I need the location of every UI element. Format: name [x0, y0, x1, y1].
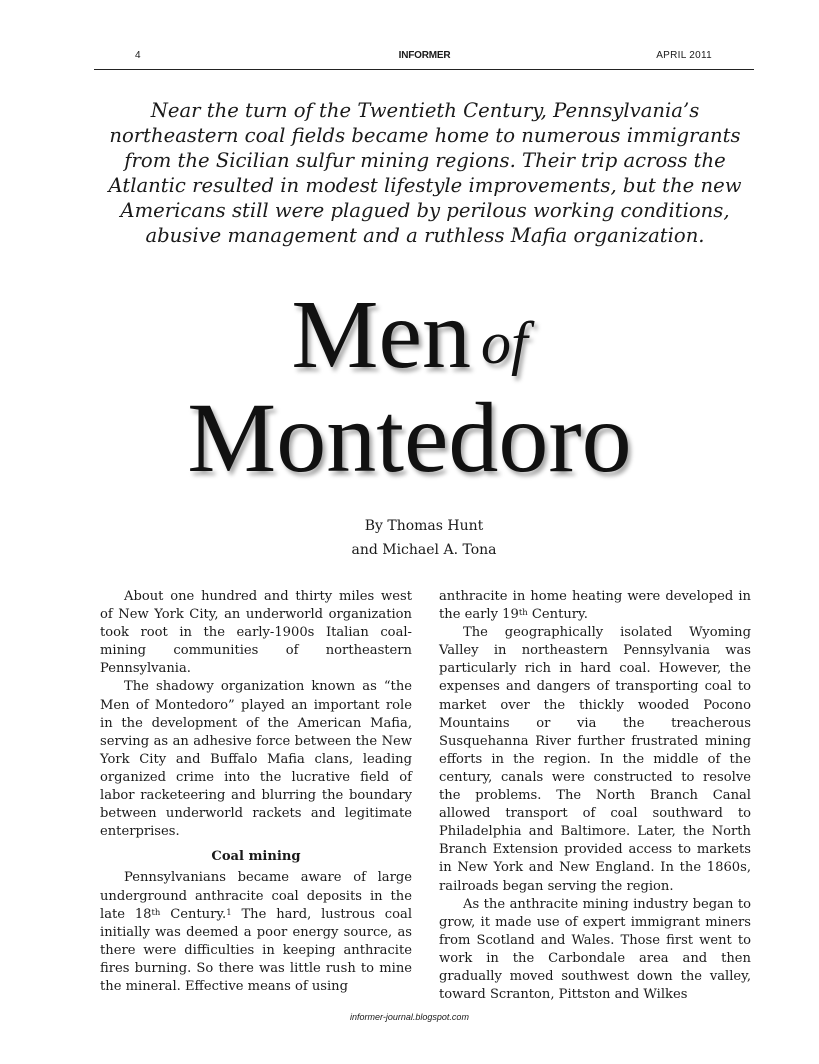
- byline: [0, 514, 819, 562]
- page-number: 4: [135, 50, 141, 61]
- publication-name: INFORMER: [398, 50, 451, 61]
- intro-deck: Near the turn of the Twentieth Century, Pennsylvania’s northeastern coal fields became home to numerous immigrants from the Sicilian sulfur mining regions. Their trip across the Atlantic resulted in modest lifestyle improvements, but the new Americans still were plagued by perilous working conditions, abusive management and a ruthless Mafia organization.: [108, 99, 742, 247]
- header-rule: [94, 69, 754, 70]
- article-column-right: [439, 588, 751, 1004]
- superscript: th: [151, 907, 161, 918]
- paragraph: The shadowy organization known as “the Men of Montedoro” played an important role in the development of the American Mafia, serving as an adhesive force between the New York City and Buffalo Mafia clans, leading organized crime into the lucrative field of labor racketeering and blurring the boundary between underworld rackets and legitimate enterprises.: [100, 679, 412, 840]
- footer-url[interactable]: informer-journal.blogspot.com: [350, 1012, 469, 1022]
- superscript: th: [518, 608, 528, 619]
- headline-line-2: Montedoro: [187, 382, 632, 493]
- byline-author-2: and Michael A. Tona: [351, 542, 497, 558]
- article-column-left: [100, 588, 412, 996]
- page-header: [95, 50, 754, 70]
- paragraph: Pennsylvanians became aware of large underground anthracite coal deposits in the late 18th Century.$^1$ The hard, lustrous coal initially was deemed a poor energy source, as there were difficulties in keeping anthracite fires burning. So there was little rush to mine the mineral. Effective means of using: [100, 870, 413, 994]
- paragraph: About one hundred and thirty miles west of New York City, an underworld organization took root in the early-1900s Italian coal-mining communities of northeastern Pennsylvania.: [100, 589, 412, 677]
- section-subhead: Coal mining: [211, 849, 301, 865]
- byline-author-1: By Thomas Hunt: [364, 518, 484, 534]
- issue-date: APRIL 2011: [656, 50, 712, 61]
- headline-men: Men: [291, 281, 471, 389]
- footnote-marker[interactable]: 1: [226, 907, 232, 918]
- paragraph: As the anthracite mining industry began to grow, it made use of expert immigrant miners from Scotland and Wales. Those first went to work in the Carbondale area and then gradually moved southwest down the valley, toward Scranton, Pittston and Wilkes: [439, 896, 751, 1003]
- paragraph: anthracite in home heating were developed in the early 19th Century.: [439, 589, 751, 623]
- headline-of: of: [480, 310, 528, 376]
- paragraph: The geographically isolated Wyoming Valley in northeastern Pennsylvania was particularly rich in hard coal. However, the expenses and dangers of transporting coal to market over the thickly wooded Pocono Mountains or via the treacherous Susquehanna River further frustrated mining efforts in the region. In the middle of the century, canals were constructed to resolve the problems. The North Branch Canal allowed transport of coal southward to Philadelphia and Baltimore. Later, the North Branch Extension provided access to markets in New York and New England. In the 1860s, railroads began serving the region.: [439, 625, 751, 894]
